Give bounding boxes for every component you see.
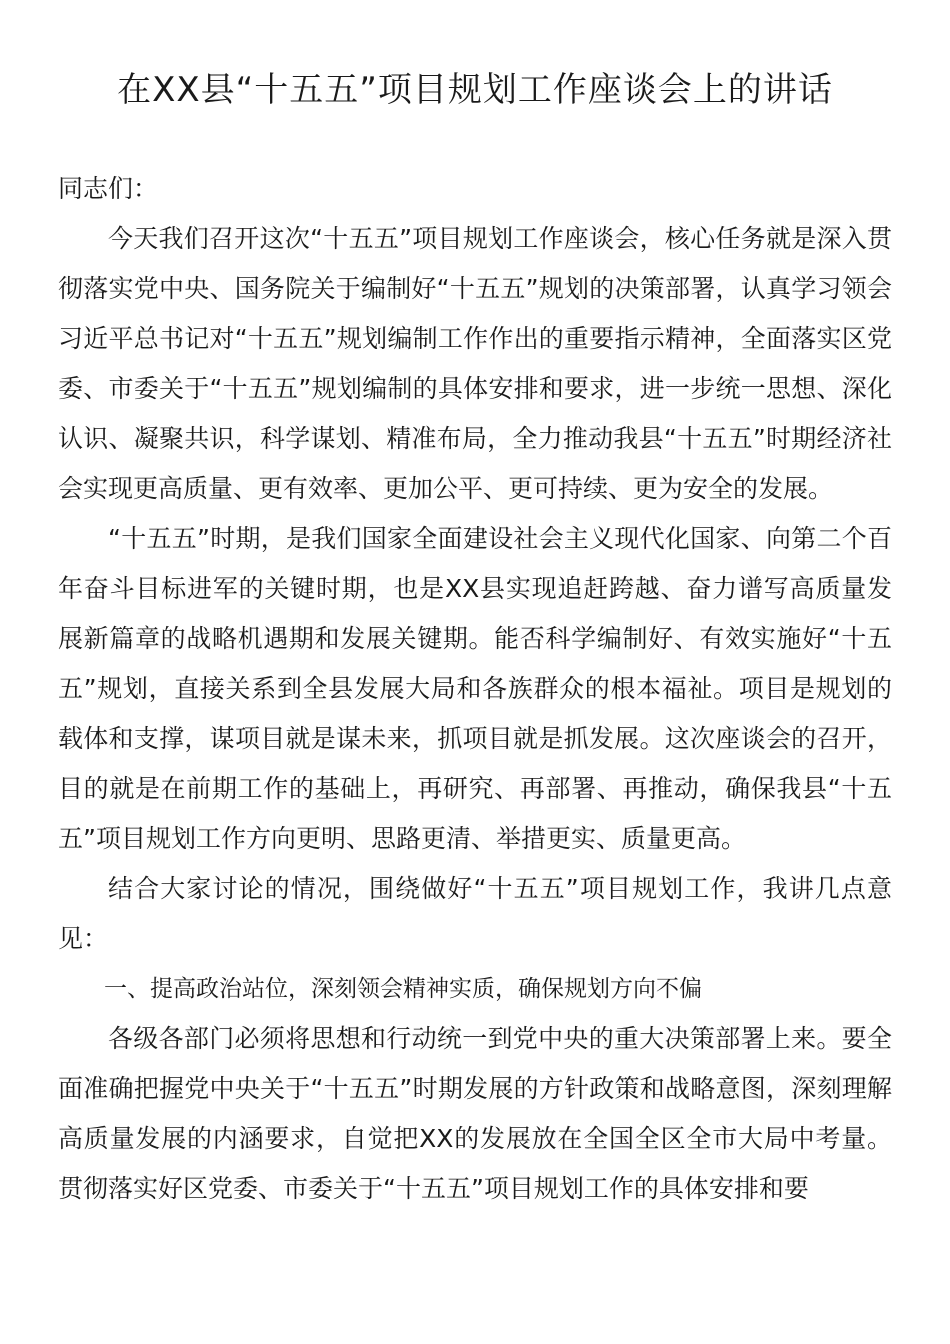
paragraph-intro: 今天我们召开这次“十五五”项目规划工作座谈会，核心任务就是深入贯彻落实党中央、国务院关于编制好“十五五”规划的决策部署，认真学习领会习近平总书记对“十五五”规划编制工作作出的重要指示精神，全面落实区党委、市委关于“十五五”规划编制的具体安排和要求，进一步统一思想、深化认识、凝聚共识，科学谋划、精准布局，全力推动我县“十五五”时期经济社会实现更高质量、更有效率、更加公平、更可持续、更为安全的发展。	[58, 224, 892, 503]
paragraph-transition: 结合大家讨论的情况，围绕做好“十五五”项目规划工作，我讲几点意见：	[58, 874, 892, 953]
section-paragraph: 各级各部门必须将思想和行动统一到党中央的重大决策部署上来。要全面准确把握党中央关于“十五五”时期发展的方针政策和战略意图，深刻理解高质量发展的内涵要求，自觉把XX的发展放在全国全区全市大局中考量。贯彻落实好区党委、市委关于“十五五”项目规划工作的具体安排和要	[58, 1024, 892, 1203]
section-heading: 一、提高政治站位，深刻领会精神实质，确保规划方向不偏	[104, 976, 702, 1002]
document-body	[58, 164, 892, 1214]
paragraph-context: “十五五”时期，是我们国家全面建设社会主义现代化国家、向第二个百年奋斗目标进军的关键时期，也是XX县实现追赶跨越、奋力谱写高质量发展新篇章的战略机遇期和发展关键期。能否科学编制好、有效实施好“十五五”规划，直接关系到全县发展大局和各族群众的根本福祉。项目是规划的载体和支撑，谋项目就是谋未来，抓项目就是抓发展。这次座谈会的召开，目的就是在前期工作的基础上，再研究、再部署、再推动，确保我县“十五五”项目规划工作方向更明、思路更清、举措更实、质量更高。	[58, 524, 892, 853]
greeting: 同志们：	[58, 174, 159, 203]
document-title: 在XX县“十五五”项目规划工作座谈会上的讲话	[117, 70, 833, 110]
